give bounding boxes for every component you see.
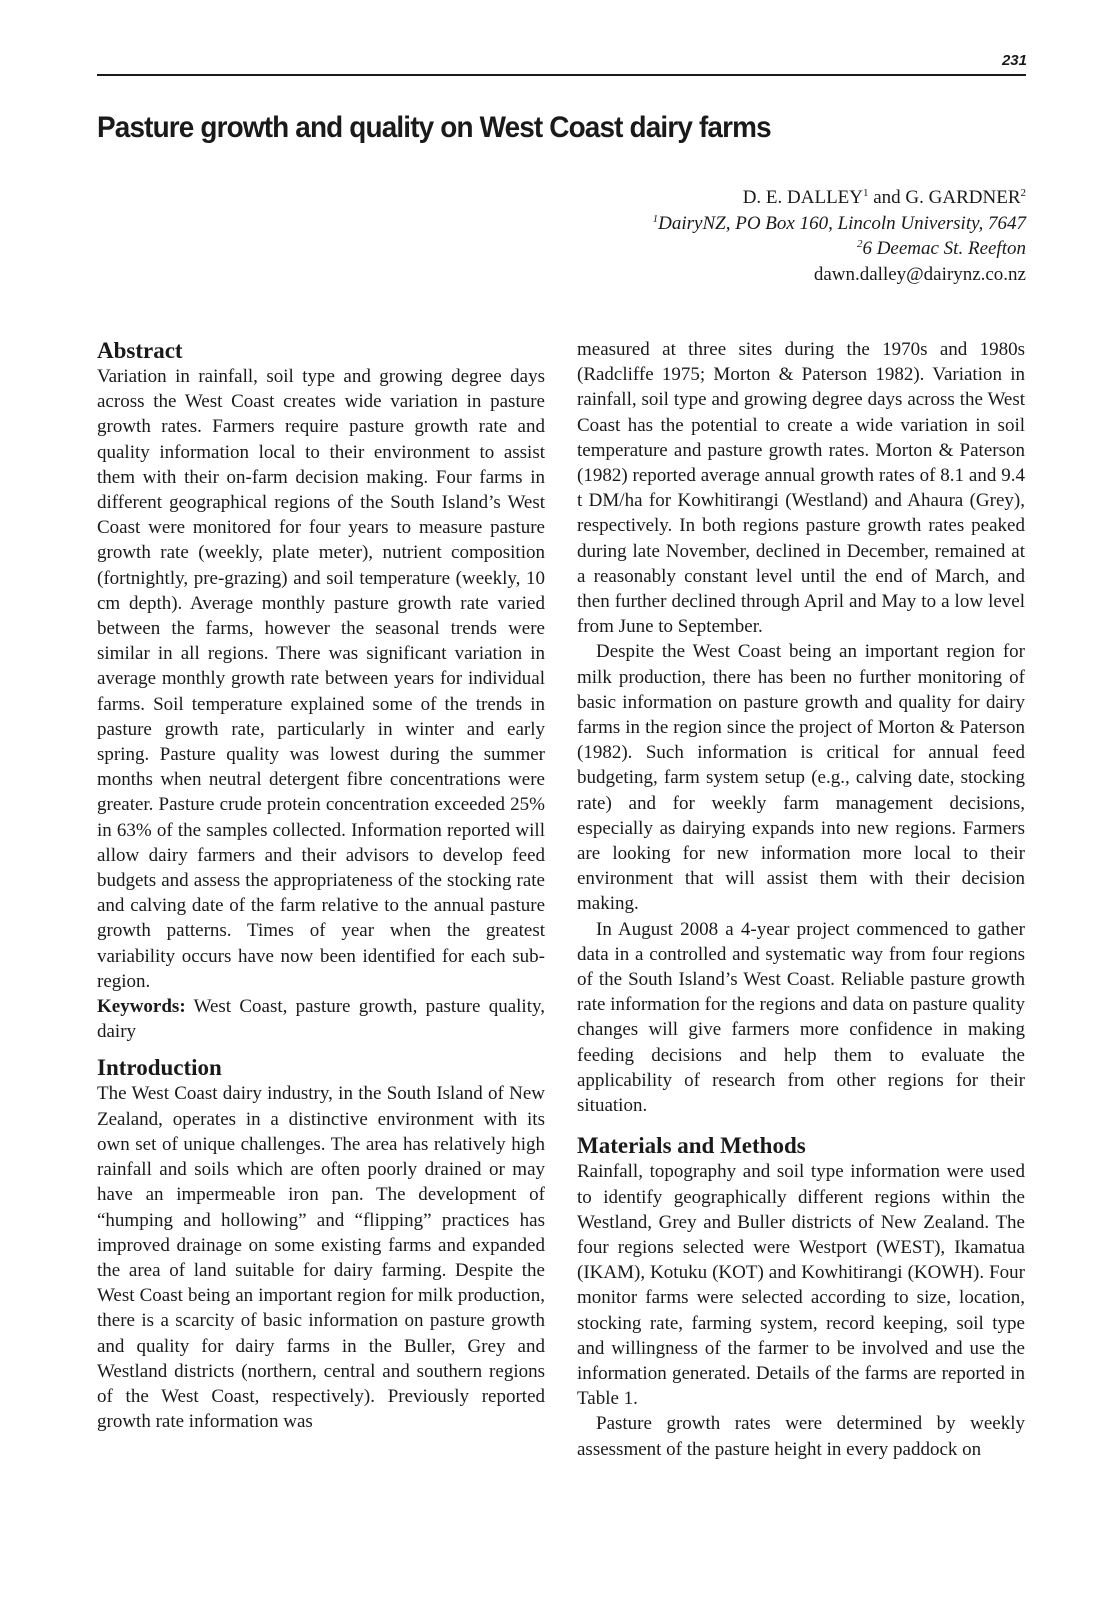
introduction-paragraph-3: In August 2008 a 4-year project commenced to gather data in a controlled and systematic way from four regions of the South Island’s West Coast. Reliable pasture growth rate information for the regions and data on pasture quality changes will give farmers more confidence in making feeding decisions and help them to evaluate the applicability of research from other regions for their situation. <box>577 918 1025 1117</box>
author-block <box>653 185 1026 287</box>
keywords <box>97 994 545 1044</box>
author-email[interactable]: dawn.dalley@dairynz.co.nz <box>813 263 1026 285</box>
left-column <box>97 337 545 1434</box>
methods-heading: Materials and Methods <box>577 1133 806 1159</box>
introduction-paragraph-2: Despite the West Coast being an important region for milk production, there has been no further monitoring of basic information on pasture growth and quality for dairy farms in the region since the project of Morton & Paterson (1982). Such information is critical for annual feed budgeting, farm system setup (e.g., calving date, stocking rate) and for weekly farm management decisions, especially as dairying expands into new regions. Farmers are looking for new information more local to their environment that will assist them with their decision making. <box>577 641 1025 915</box>
right-column <box>577 337 1025 1462</box>
header-rule <box>97 74 1026 76</box>
affiliation-1-text: DairyNZ, PO Box 160, Lincoln University, 7647 <box>658 212 1026 234</box>
author-2-affiliation-mark: 2 <box>1020 187 1026 199</box>
keywords-label: Keywords: <box>97 996 186 1018</box>
affiliation-1-mark: 1 <box>652 212 659 225</box>
abstract-heading: Abstract <box>97 338 183 363</box>
methods-paragraph-1: Rainfall, topography and soil type information were used to identify geographically different regions within the Westland, Grey and Buller districts of New Zealand. The four regions selected were Westport (WEST), Ikamatua (IKAM), Kotuku (KOT) and Kowhitirangi (KOWH). Four monitor farms were selected according to size, location, stocking rate, farming system, record keeping, soil type and willingness of the farmer to be involved and use the information generated. Details of the farms are reported in Table 1. <box>577 1161 1025 1410</box>
author-names <box>653 185 1026 211</box>
affiliation-2 <box>653 236 1026 262</box>
introduction-paragraph-1: The West Coast dairy industry, in the South Island of New Zealand, operates in a distinctive environment with its own set of unique challenges. The area has relatively high rainfall and soils which are often poorly drained or may have an impermeable iron pan. The development of “humping and hollowing” and “flipping” practices has improved drainage on some existing farms and expanded the area of land suitable for dairy farming. Despite the West Coast being an important region for milk production, there is a scarcity of basic information on pasture growth and quality for dairy farms in the Buller, Grey and Westland districts (northern, central and southern regions of the West Coast, respectively). Previously reported growth rate information was <box>97 1083 545 1433</box>
paper-title: Pasture growth and quality on West Coast dairy farms <box>97 111 771 144</box>
affiliation-1 <box>653 211 1026 237</box>
page-number: 231 <box>1001 52 1027 69</box>
affiliation-2-mark: 2 <box>856 238 863 250</box>
author-2: and G. GARDNER <box>868 187 1021 208</box>
methods-paragraph-2: Pasture growth rates were determined by weekly assessment of the pasture height in every paddock on <box>577 1413 1025 1460</box>
author-1-affiliation-mark: 1 <box>863 187 869 199</box>
keywords-text: West Coast, pasture growth, pasture quality, dairy <box>97 996 545 1043</box>
introduction-paragraph-1-continued: measured at three sites during the 1970s and 1980s (Radcliffe 1975; Morton & Paterson 1982). Variation in rainfall, soil type and growing degree days across the West Coast has the potential to create a wide variation in soil temperature and pasture growth rates. Morton & Paterson (1982) reported average annual growth rates of 8.1 and 9.4 t DM/ha for Kowhitirangi (Westland) and Ahaura (Grey), respectively. In both regions pasture growth rates peaked during late November, declined in December, remained at a reasonably constant level until the end of March, and then further declined through April and May to a low level from June to September. <box>577 339 1025 638</box>
introduction-heading: Introduction <box>97 1055 222 1081</box>
affiliation-2-text: 6 Deemac St. Reefton <box>862 238 1026 259</box>
author-1: D. E. DALLEY <box>742 187 863 208</box>
abstract-text: Variation in rainfall, soil type and growing degree days across the West Coast creates wide variation in pasture growth rates. Farmers require pasture growth rate and quality information local to their environment to assist them with their on-farm decision making. Four farms in different geographical regions of the South Island’s West Coast were monitored for four years to measure pasture growth rate (weekly, plate meter), nutrient composition (fortnightly, pre-grazing) and soil temperature (weekly, 10 cm depth). Average monthly pasture growth rate varied between the farms, however the seasonal trends were similar in all regions. There was significant variation in average monthly growth rate between years for individual farms. Soil temperature explained some of the trends in pasture growth rate, particularly in winter and early spring. Pasture quality was lowest during the summer months when neutral detergent fibre concentrations were greater. Pasture crude protein concentration exceeded 25% in 63% of the samples collected. Information reported will allow dairy farmers and their advisors to develop feed budgets and assess the appropriateness of the stocking rate and calving date of the farm relative to the annual pasture growth patterns. Times of year when the greatest variability occurs have now been identified for each sub-region. <box>97 366 545 992</box>
